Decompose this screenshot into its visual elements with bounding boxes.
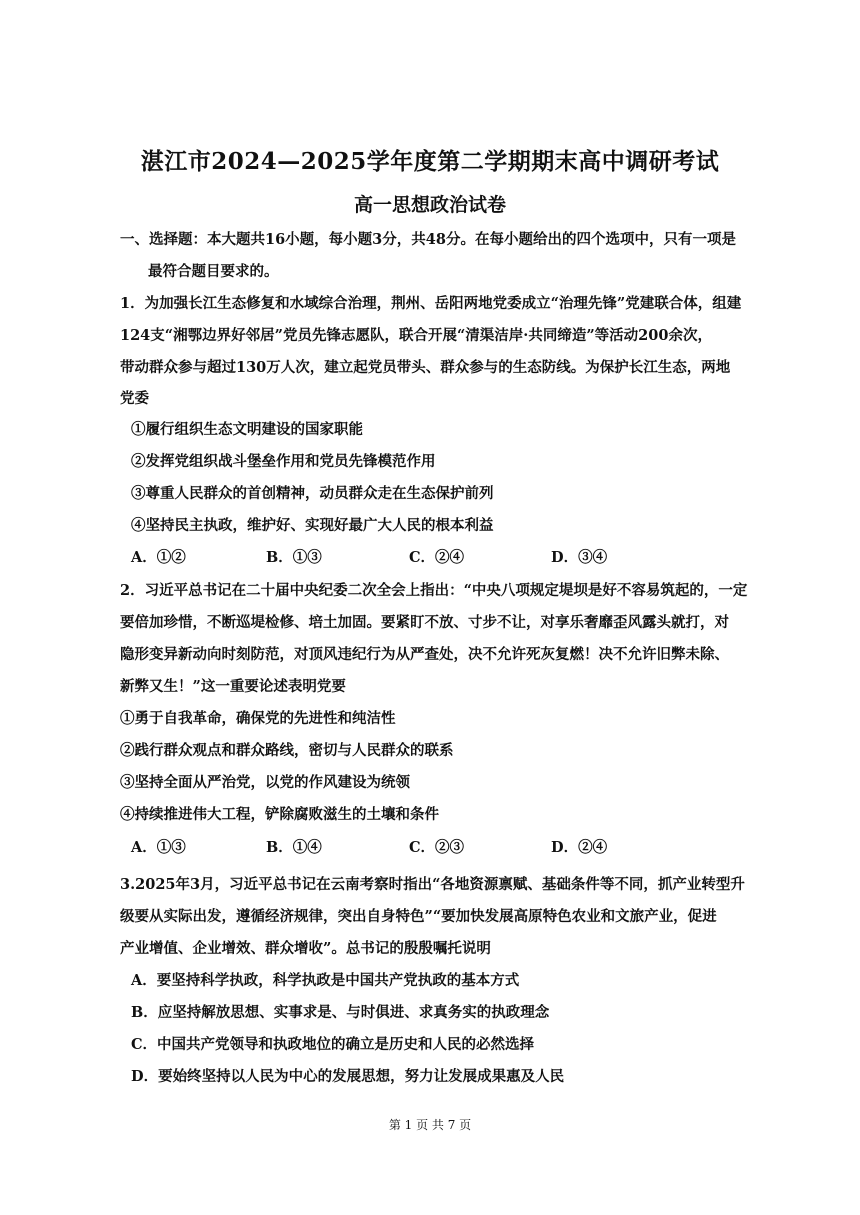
q2-stem-line: 要倍加珍惜，不断巡堤检修、培土加固。要紧盯不放、寸步不让，对享乐奢靡歪风露头就打，对 <box>120 614 729 631</box>
q2-stem-line: 隐形变异新动向时刻防范，对顶风违纪行为从严查处，决不允许死灰复燃！决不允许旧弊未除、 <box>120 646 729 663</box>
q1-option-a: A．①② <box>131 549 186 566</box>
q1-statement: ②发挥党组织战斗堡垒作用和党员先锋模范作用 <box>131 453 436 470</box>
q3-option-a: A．要坚持科学执政，科学执政是中国共产党执政的基本方式 <box>131 972 520 989</box>
q2-statement: ①勇于自我革命，确保党的先进性和纯洁性 <box>120 710 396 727</box>
section-instruction: 一、选择题：本大题共16小题，每小题3分，共48分。在每小题给出的四个选项中，只有一项是 <box>120 231 736 248</box>
page-number: 第 1 页 共 7 页 <box>388 1118 472 1132</box>
q1-options <box>131 548 751 568</box>
q2-option-d: D．②④ <box>551 839 608 856</box>
q3-option-d: D．要始终坚持以人民为中心的发展思想，努力让发展成果惠及人民 <box>131 1068 565 1085</box>
q3-option-c: C．中国共产党领导和执政地位的确立是历史和人民的必然选择 <box>131 1036 535 1053</box>
q1-statement: ①履行组织生态文明建设的国家职能 <box>131 421 363 438</box>
q2-option-a: A．①③ <box>131 839 186 856</box>
q3-stem-line: 3.2025年3月，习近平总书记在云南考察时指出“各地资源禀赋、基础条件等不同，抓产业转型升 <box>120 876 745 893</box>
q1-statement: ③尊重人民群众的首创精神，动员群众走在生态保护前列 <box>131 485 494 502</box>
q3-stem-line: 产业增值、企业增效、群众增收”。总书记的殷殷嘱托说明 <box>120 940 491 957</box>
q1-option-c: C．②④ <box>409 549 465 566</box>
q1-stem-line: 党委 <box>120 390 149 407</box>
q2-stem-line: 2．习近平总书记在二十届中央纪委二次全会上指出：“中央八项规定堤坝是好不容易筑起的，一定 <box>120 582 748 599</box>
q2-statement: ③坚持全面从严治党，以党的作风建设为统领 <box>120 774 410 791</box>
q2-stem-line: 新弊又生！”这一重要论述表明党要 <box>120 678 346 695</box>
q1-stem-line: 124支“湘鄂边界好邻居”党员先锋志愿队，联合开展“清渠洁岸·共同缔造”等活动200余次， <box>120 327 712 344</box>
q1-option-b: B．①③ <box>266 549 322 566</box>
page-subtitle: 高一思想政治试卷 <box>353 194 506 216</box>
q1-stem-line: 1．为加强长江生态修复和水域综合治理，荆州、岳阳两地党委成立“治理先锋”党建联合体，组建 <box>120 295 742 312</box>
q2-statement: ④持续推进伟大工程，铲除腐败滋生的土壤和条件 <box>120 806 439 823</box>
q1-stem-line: 带动群众参与超过130万人次，建立起党员带头、群众参与的生态防线。为保护长江生态，两地 <box>120 359 731 376</box>
q2-options <box>131 838 751 858</box>
q2-option-b: B．①④ <box>266 839 322 856</box>
q1-option-d: D．③④ <box>551 549 608 566</box>
q3-option-b: B．应坚持解放思想、实事求是、与时俱进、求真务实的执政理念 <box>131 1004 550 1021</box>
q2-option-c: C．②③ <box>409 839 465 856</box>
q2-statement: ②践行群众观点和群众路线，密切与人民群众的联系 <box>120 742 454 759</box>
q1-statement: ④坚持民主执政，维护好、实现好最广大人民的根本利益 <box>131 517 494 534</box>
section-instruction-cont: 最符合题目要求的。 <box>148 263 279 280</box>
page-title: 湛江市2024—2025学年度第二学期期末高中调研考试 <box>140 148 720 175</box>
q3-stem-line: 级要从实际出发，遵循经济规律，突出自身特色”“要加快发展高原特色农业和文旅产业，促进 <box>120 908 717 925</box>
